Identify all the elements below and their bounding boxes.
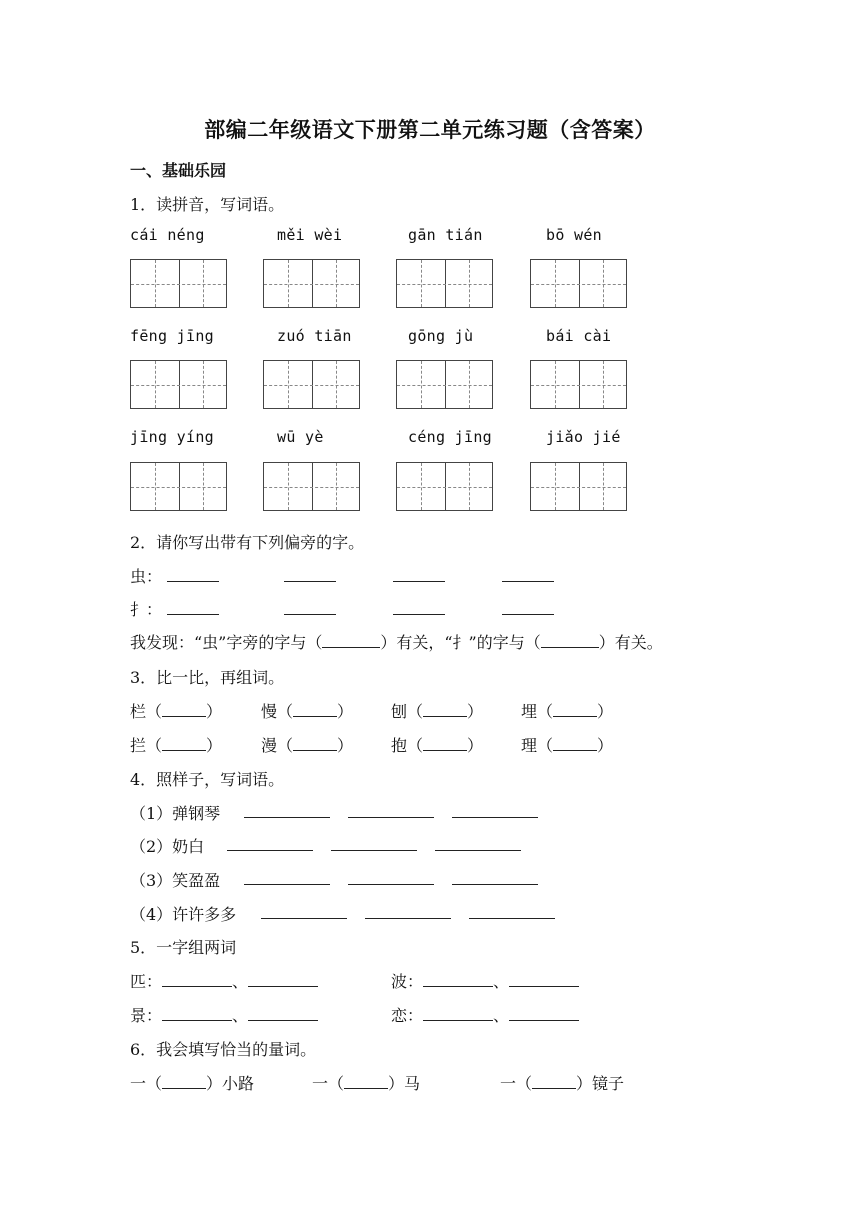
bracket: ） (206, 702, 223, 721)
answer-blank[interactable] (452, 870, 538, 885)
compare-item (261, 733, 353, 756)
word-group-item (130, 1003, 318, 1026)
question-1-prompt: 1．读拼音，写词语。 (130, 195, 285, 214)
word-group-label: 波： (391, 972, 424, 991)
compare-char: 栏 (130, 702, 147, 721)
answer-blank[interactable] (509, 972, 579, 987)
separator: 、 (493, 972, 510, 991)
bracket: ） (467, 702, 484, 721)
writing-grid[interactable] (530, 462, 627, 511)
compare-char: 刨 (391, 702, 408, 721)
question-4-prompt: 4．照样子，写词语。 (130, 770, 285, 789)
measure-word-item (312, 1071, 420, 1094)
question-5-prompt: 5．一字组两词 (130, 938, 237, 957)
writing-grid[interactable] (263, 360, 360, 409)
separator: 、 (232, 1006, 249, 1025)
pattern-label: （4）许许多多 (130, 905, 237, 924)
compare-item (130, 699, 222, 722)
answer-blank[interactable] (162, 736, 206, 751)
separator: 、 (232, 972, 249, 991)
answer-blank[interactable] (162, 1006, 232, 1021)
writing-grid[interactable] (396, 360, 493, 409)
question-3-prompt: 3．比一比，再组词。 (130, 668, 285, 687)
bracket: （ (277, 702, 294, 721)
writing-grid[interactable] (530, 360, 627, 409)
answer-blank[interactable] (284, 567, 336, 582)
answer-blank[interactable] (348, 803, 434, 818)
radical-label: 扌： (130, 600, 163, 619)
bracket: （ (146, 736, 163, 755)
word-group-label: 恋： (391, 1006, 424, 1025)
measure-prefix: 一（ (312, 1074, 345, 1093)
section-heading: 一、基础乐园 (130, 161, 227, 180)
measure-prefix: 一（ (500, 1074, 533, 1093)
answer-blank[interactable] (244, 803, 330, 818)
answer-blank[interactable] (293, 736, 337, 751)
writing-grid[interactable] (130, 360, 227, 409)
answer-blank[interactable] (423, 736, 467, 751)
compare-char: 抱 (391, 736, 408, 755)
answer-blank[interactable] (322, 633, 380, 648)
bracket: ） (337, 736, 354, 755)
separator: 、 (493, 1006, 510, 1025)
answer-blank[interactable] (248, 972, 318, 987)
writing-grid[interactable] (396, 462, 493, 511)
compare-item (391, 733, 483, 756)
word-group-item (130, 969, 318, 992)
pattern-label: （3）笑盈盈 (130, 871, 221, 890)
pinyin-label: cái néng (130, 226, 205, 244)
pattern-label: （1）弹钢琴 (130, 804, 221, 823)
writing-grid[interactable] (530, 259, 627, 308)
compare-item (521, 699, 613, 722)
discovery-text: 我发现：“虫”字旁的字与（ (130, 633, 323, 652)
measure-word-item (500, 1071, 624, 1094)
compare-item (521, 733, 613, 756)
pinyin-label: bō wén (546, 226, 602, 244)
bracket: ） (467, 736, 484, 755)
bracket: （ (277, 736, 294, 755)
writing-grid[interactable] (130, 462, 227, 511)
bracket: （ (146, 702, 163, 721)
answer-blank[interactable] (423, 1006, 493, 1021)
answer-blank[interactable] (541, 633, 599, 648)
bracket: ） (337, 702, 354, 721)
answer-blank[interactable] (553, 736, 597, 751)
answer-blank[interactable] (509, 1006, 579, 1021)
writing-grid[interactable] (263, 259, 360, 308)
bracket: （ (407, 736, 424, 755)
answer-blank[interactable] (167, 567, 219, 582)
answer-blank[interactable] (452, 803, 538, 818)
compare-item (391, 699, 483, 722)
measure-noun: ）镜子 (576, 1074, 625, 1093)
answer-blank[interactable] (162, 972, 232, 987)
word-group-item (391, 1003, 579, 1026)
answer-blank[interactable] (162, 702, 206, 717)
pinyin-label: měi wèi (277, 226, 343, 244)
answer-blank[interactable] (502, 600, 554, 615)
answer-blank[interactable] (227, 836, 313, 851)
compare-item (261, 699, 353, 722)
compare-item (130, 733, 222, 756)
radical-label: 虫： (130, 567, 163, 586)
answer-blank[interactable] (469, 904, 555, 919)
question-2-prompt: 2．请你写出带有下列偏旁的字。 (130, 533, 365, 552)
answer-blank[interactable] (365, 904, 451, 919)
answer-blank[interactable] (393, 600, 445, 615)
compare-char: 漫 (261, 736, 278, 755)
answer-blank[interactable] (261, 904, 347, 919)
answer-blank[interactable] (502, 567, 554, 582)
bracket: ） (206, 736, 223, 755)
measure-noun: ）小路 (206, 1074, 255, 1093)
bracket: （ (537, 736, 554, 755)
compare-char: 拦 (130, 736, 147, 755)
compare-char: 埋 (521, 702, 538, 721)
pinyin-label: céng jīng (408, 428, 492, 446)
answer-blank[interactable] (348, 870, 434, 885)
radical-row-hand (130, 597, 554, 620)
pinyin-label: zuó tiān (277, 327, 352, 345)
compare-char: 理 (521, 736, 538, 755)
answer-blank[interactable] (167, 600, 219, 615)
word-group-label: 景： (130, 1006, 163, 1025)
word-group-label: 匹： (130, 972, 163, 991)
answer-blank[interactable] (248, 1006, 318, 1021)
writing-grid[interactable] (130, 259, 227, 308)
bracket: （ (407, 702, 424, 721)
answer-blank[interactable] (331, 836, 417, 851)
writing-grid[interactable] (263, 462, 360, 511)
page-title: 部编二年级语文下册第二单元练习题（含答案） (204, 117, 656, 142)
answer-blank[interactable] (293, 702, 337, 717)
answer-blank[interactable] (162, 1074, 206, 1089)
bracket: ） (597, 702, 614, 721)
pinyin-label: wū yè (277, 428, 324, 446)
pinyin-label: jiǎo jié (546, 428, 621, 446)
writing-grid[interactable] (396, 259, 493, 308)
answer-blank[interactable] (284, 600, 336, 615)
pinyin-label: gān tián (408, 226, 483, 244)
answer-blank[interactable] (423, 702, 467, 717)
measure-noun: ）马 (388, 1074, 421, 1093)
discovery-text: ）有关。 (598, 633, 663, 652)
answer-blank[interactable] (393, 567, 445, 582)
measure-word-item (130, 1071, 254, 1094)
pattern-label: （2）奶白 (130, 837, 205, 856)
radical-row-insect (130, 564, 554, 587)
discovery-sentence (130, 630, 663, 653)
answer-blank[interactable] (423, 972, 493, 987)
answer-blank[interactable] (344, 1074, 388, 1089)
answer-blank[interactable] (435, 836, 521, 851)
bracket: ） (597, 736, 614, 755)
question-6-prompt: 6．我会填写恰当的量词。 (130, 1040, 317, 1059)
measure-prefix: 一（ (130, 1074, 163, 1093)
bracket: （ (537, 702, 554, 721)
pinyin-label: fēng jīng (130, 327, 214, 345)
answer-blank[interactable] (532, 1074, 576, 1089)
pinyin-label: bái cài (546, 327, 612, 345)
word-group-item (391, 969, 579, 992)
discovery-text: ）有关，“扌”的字与（ (380, 633, 541, 652)
answer-blank[interactable] (553, 702, 597, 717)
pinyin-label: gōng jù (408, 327, 474, 345)
pinyin-label: jīng yíng (130, 428, 214, 446)
answer-blank[interactable] (244, 870, 330, 885)
compare-char: 慢 (261, 702, 278, 721)
